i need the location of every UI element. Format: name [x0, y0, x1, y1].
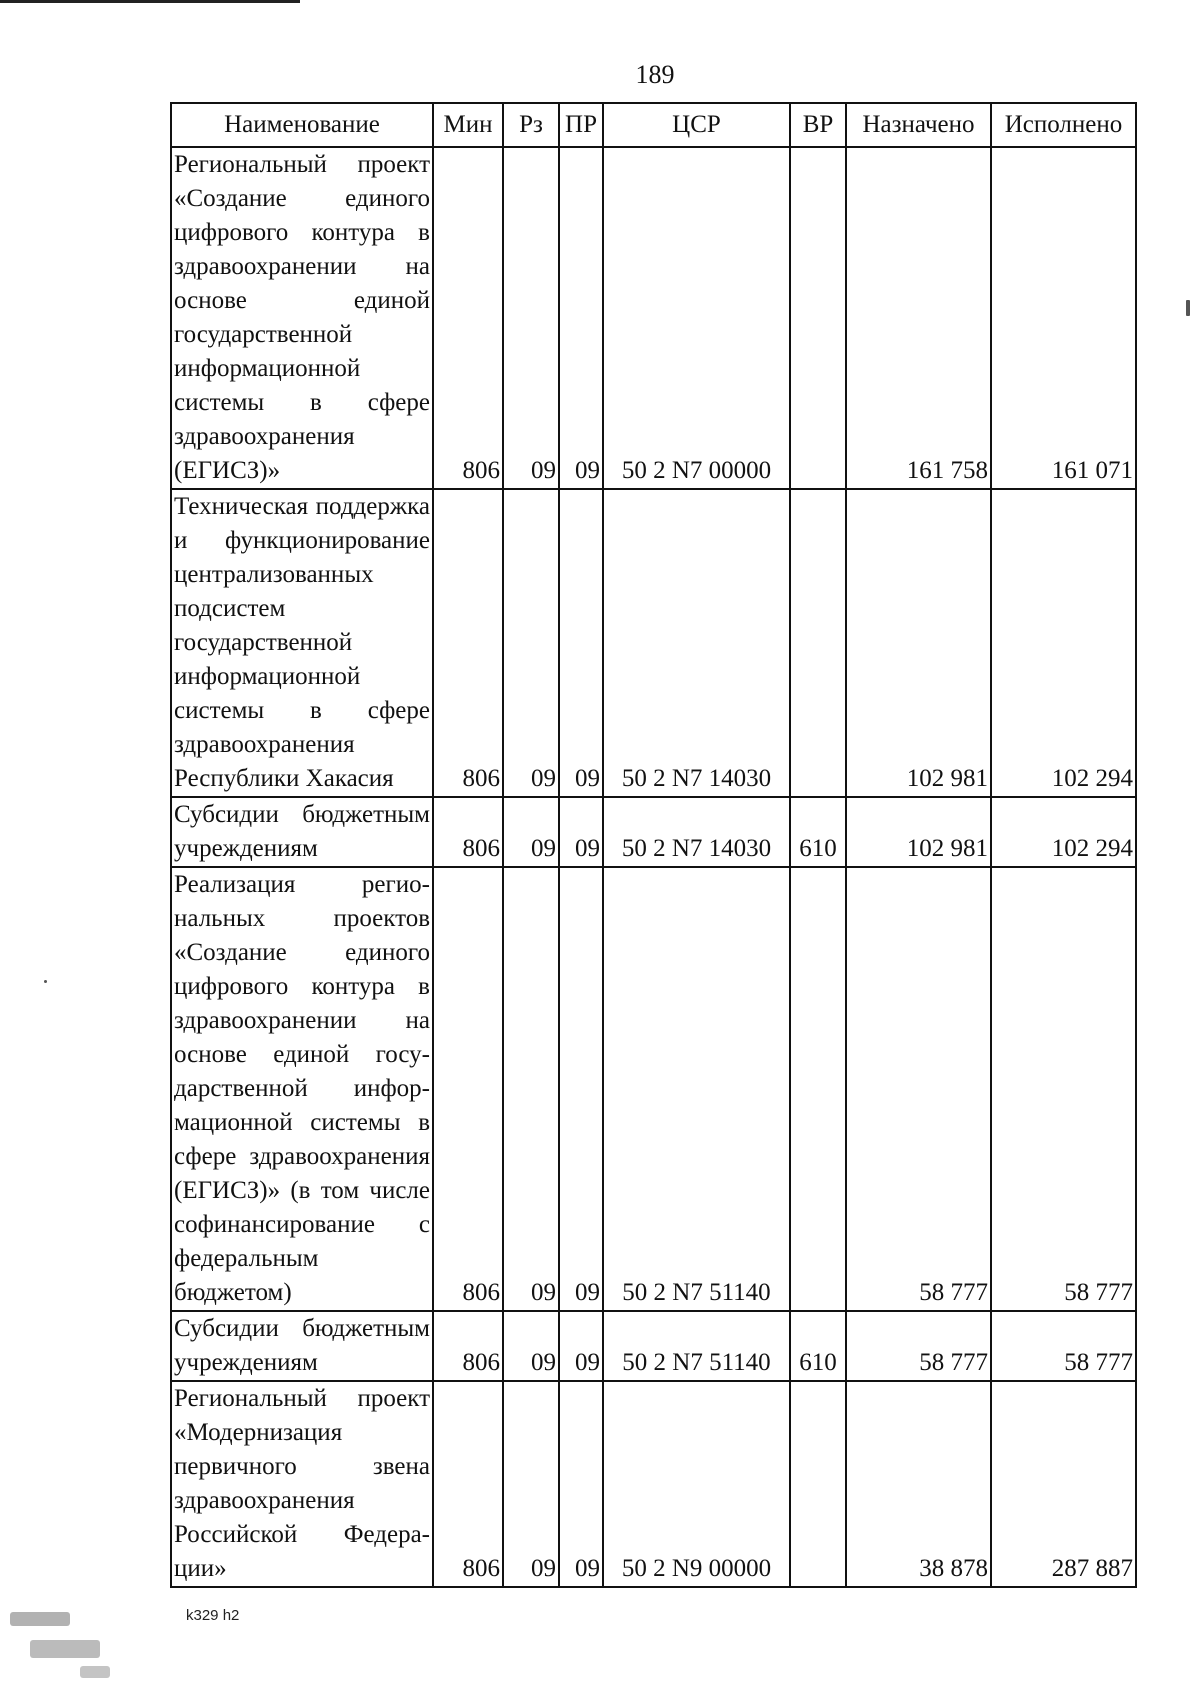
row-rz: 09: [503, 797, 559, 867]
row-rz: 09: [503, 1311, 559, 1381]
row-name: Региональный проект «Модернизация первичного звена здравоохранения Российской Федерации»: [171, 1381, 433, 1587]
row-rz: 09: [503, 867, 559, 1311]
row-pr: 09: [559, 147, 603, 489]
footer-code: k329 h2: [186, 1607, 240, 1624]
row-assigned: 102 981: [846, 489, 991, 797]
row-executed: 102 294: [991, 489, 1136, 797]
row-executed: 102 294: [991, 797, 1136, 867]
row-rz: 09: [503, 489, 559, 797]
row-assigned: 58 777: [846, 867, 991, 1311]
scan-speck: [80, 1666, 110, 1678]
row-vr: [790, 147, 846, 489]
scan-speck: [10, 1612, 70, 1626]
row-vr: 610: [790, 797, 846, 867]
row-name: Техническая поддержка и функционирование централизованных подсистем государственной информационной системы в сфере здравоохранения Республики Хакасия: [171, 489, 433, 797]
header-executed: Исполнено: [991, 103, 1136, 147]
row-csr: 50 2 N9 00000: [603, 1381, 790, 1587]
row-csr: 50 2 N7 14030: [603, 797, 790, 867]
row-executed: 287 887: [991, 1381, 1136, 1587]
header-name: Наименование: [171, 103, 433, 147]
header-min: Мин: [433, 103, 503, 147]
row-pr: 09: [559, 797, 603, 867]
header-rz: Рз: [503, 103, 559, 147]
row-min: 806: [433, 797, 503, 867]
row-vr: [790, 1381, 846, 1587]
row-csr: 50 2 N7 51140: [603, 1311, 790, 1381]
budget-table: [170, 102, 1137, 1588]
row-executed: 161 071: [991, 147, 1136, 489]
row-name: Региональный проект «Создание единого цифрового контура в здравоохранении на основе единой государственной информационной системы в сфере здравоохранения (ЕГИСЗ)»: [171, 147, 433, 489]
row-min: 806: [433, 489, 503, 797]
header-pr: ПР: [559, 103, 603, 147]
scan-speck: [44, 980, 47, 983]
row-pr: 09: [559, 1381, 603, 1587]
row-assigned: 58 777: [846, 1311, 991, 1381]
row-pr: 09: [559, 489, 603, 797]
table-row: [171, 147, 1136, 489]
page-number: 189: [635, 60, 675, 89]
row-min: 806: [433, 1381, 503, 1587]
row-name: Реализация региональных проектов «Создание единого цифрового контура в здравоохранении на основе единой государственной информационной системы в сфере здравоохранения (ЕГИСЗ)» (в том числе софинансирование с федеральным бюджетом): [171, 867, 433, 1311]
row-min: 806: [433, 1311, 503, 1381]
row-rz: 09: [503, 1381, 559, 1587]
row-pr: 09: [559, 1311, 603, 1381]
header-assigned: Назначено: [846, 103, 991, 147]
row-assigned: 161 758: [846, 147, 991, 489]
row-csr: 50 2 N7 00000: [603, 147, 790, 489]
header-vr: ВР: [790, 103, 846, 147]
table-header-row: [171, 103, 1136, 147]
row-min: 806: [433, 147, 503, 489]
table-row: [171, 1381, 1136, 1587]
row-executed: 58 777: [991, 867, 1136, 1311]
row-csr: 50 2 N7 14030: [603, 489, 790, 797]
row-vr: [790, 489, 846, 797]
row-rz: 09: [503, 147, 559, 489]
scan-edge-mark: [0, 0, 300, 3]
scan-speck: [1186, 300, 1190, 316]
row-assigned: 38 878: [846, 1381, 991, 1587]
table-row: [171, 867, 1136, 1311]
scan-speck: [30, 1640, 100, 1658]
row-min: 806: [433, 867, 503, 1311]
row-name: Субсидии бюджетным учреждениям: [171, 797, 433, 867]
row-pr: 09: [559, 867, 603, 1311]
row-name: Субсидии бюджетным учреждениям: [171, 1311, 433, 1381]
row-csr: 50 2 N7 51140: [603, 867, 790, 1311]
row-assigned: 102 981: [846, 797, 991, 867]
row-vr: [790, 867, 846, 1311]
header-csr: ЦСР: [603, 103, 790, 147]
row-executed: 58 777: [991, 1311, 1136, 1381]
table-row: [171, 797, 1136, 867]
table-row: [171, 1311, 1136, 1381]
row-vr: 610: [790, 1311, 846, 1381]
table-row: [171, 489, 1136, 797]
